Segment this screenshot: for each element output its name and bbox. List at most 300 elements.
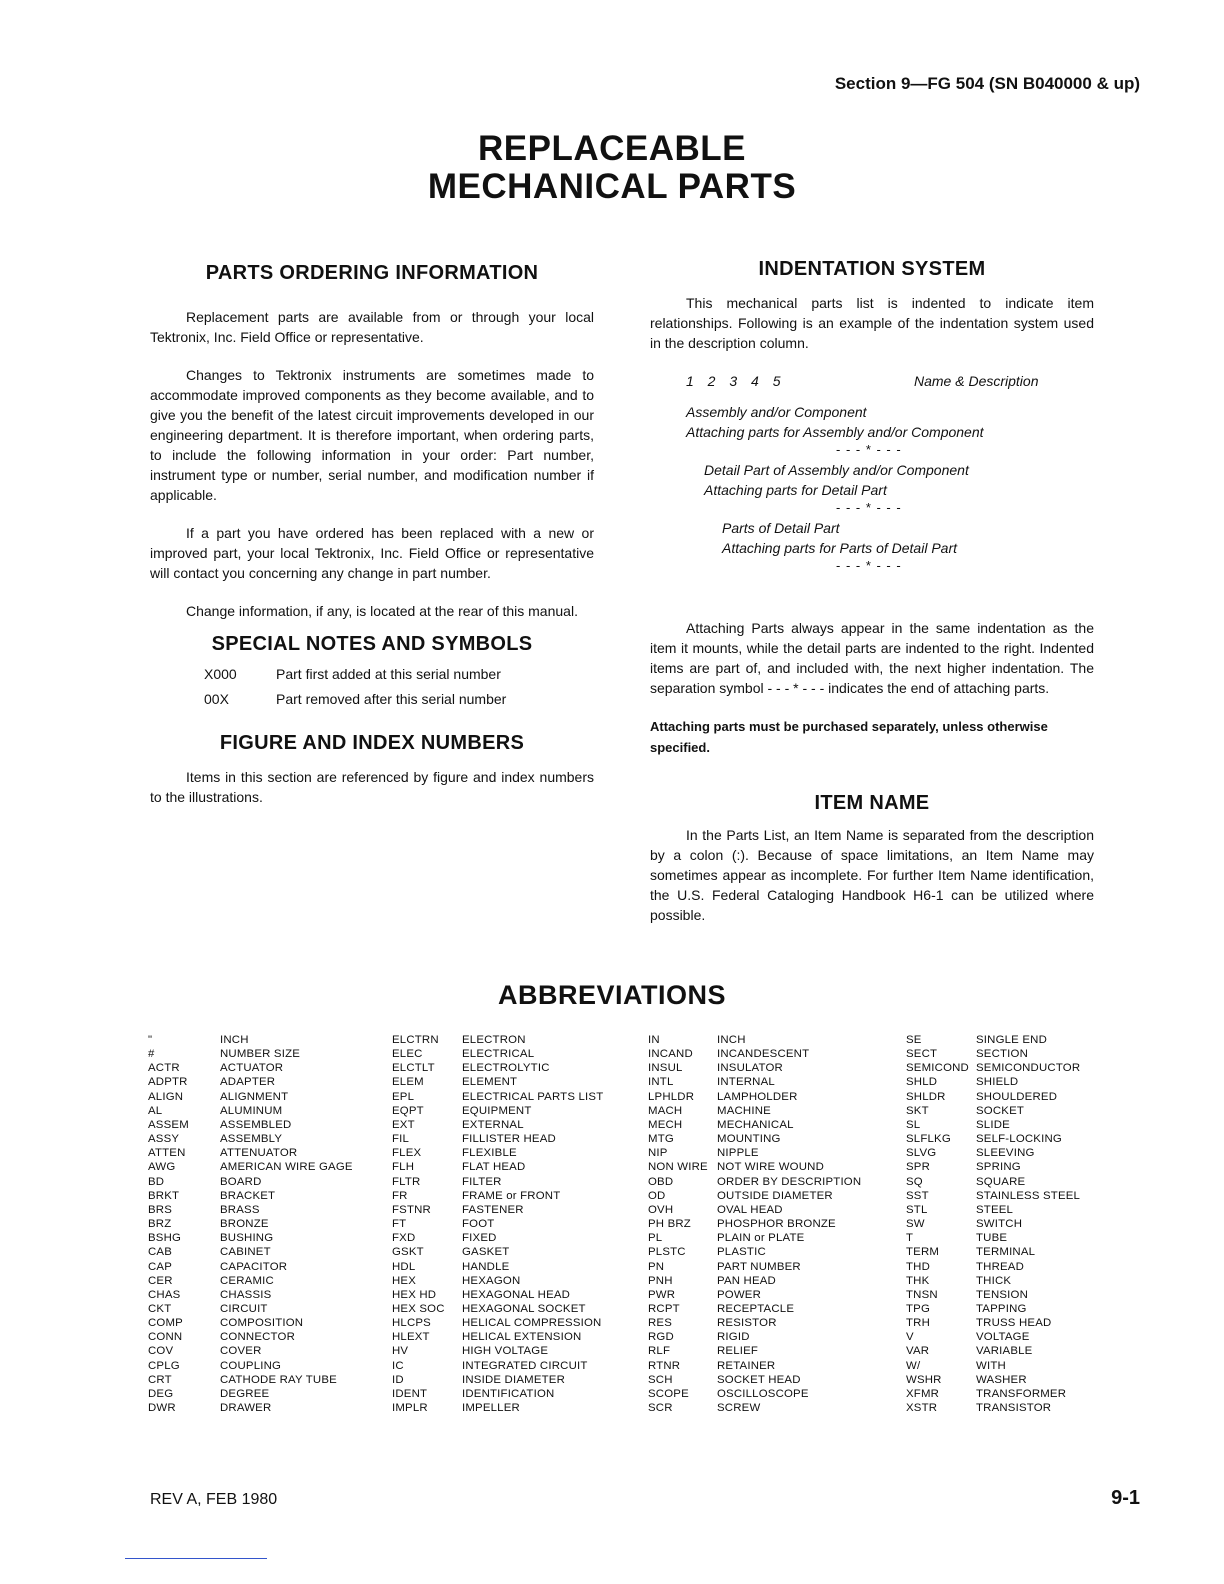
parts-ordering-heading: PARTS ORDERING INFORMATION	[205, 262, 539, 284]
abbreviation-code: SKT	[906, 1104, 929, 1117]
abbreviation-row	[148, 1401, 353, 1415]
abbreviation-row	[648, 1047, 861, 1061]
abbreviation-code: INCAND	[648, 1048, 693, 1061]
abbreviation-meaning: PLAIN or PLATE	[717, 1232, 805, 1245]
abbreviation-meaning: ELEMENT	[462, 1076, 518, 1089]
page-title-line1: REPLACEABLE	[477, 129, 747, 168]
abbr-column-2	[392, 1033, 603, 1415]
abbreviation-row	[648, 1090, 861, 1104]
abbreviation-meaning: RECEPTACLE	[717, 1302, 795, 1315]
abbreviation-code: STL	[906, 1203, 928, 1216]
abbreviation-meaning: FLEXIBLE	[462, 1147, 517, 1160]
abbreviation-row	[648, 1061, 861, 1075]
abbreviation-row	[148, 1047, 353, 1061]
abbreviation-meaning: THREAD	[976, 1260, 1025, 1273]
abbreviation-row	[906, 1189, 1080, 1203]
special-note-code: X000	[204, 666, 237, 682]
special-notes-table	[204, 666, 648, 716]
abbreviation-row	[648, 1401, 861, 1415]
abbreviation-code: SQ	[906, 1175, 923, 1188]
abbreviation-row	[392, 1401, 603, 1415]
abbreviation-meaning: DEGREE	[220, 1387, 270, 1400]
indentation-p2: Attaching Parts always appear in the same indentation as the item it mounts, while the detail parts are indented to the right. Indented items are part of, and included with, the next higher indentation. The separation symbol - - - * - - - indicates the end of attaching parts.	[650, 620, 1094, 696]
abbreviation-code: SST	[906, 1189, 929, 1202]
abbreviation-row	[648, 1118, 861, 1132]
abbreviation-code: PLSTC	[648, 1246, 686, 1259]
abbreviation-meaning: FILTER	[462, 1175, 502, 1188]
abbreviation-code: HEX HD	[392, 1288, 437, 1301]
indent-level1-attaching: Attaching parts for Assembly and/or Component	[686, 424, 984, 440]
abbreviation-code: W/	[906, 1359, 921, 1372]
abbreviation-meaning: CHASSIS	[220, 1288, 272, 1301]
abbreviation-meaning: SOCKET HEAD	[717, 1373, 801, 1386]
abbreviation-meaning: CABINET	[220, 1246, 271, 1259]
abbreviation-meaning: HEXAGONAL SOCKET	[462, 1302, 586, 1315]
abbreviation-row	[392, 1189, 603, 1203]
abbreviation-code: ASSEM	[148, 1118, 189, 1131]
abbreviation-code: HEX SOC	[392, 1302, 445, 1315]
abbreviation-code: DWR	[148, 1402, 176, 1415]
section-header: Section 9—FG 504 (SN B040000 & up)	[834, 74, 1140, 93]
parts-ordering-p1: Replacement parts are available from or through your local Tektronix, Inc. Field Office or representative.	[150, 309, 594, 345]
abbreviation-row	[906, 1175, 1080, 1189]
abbreviation-code: OVH	[648, 1203, 674, 1216]
abbreviation-meaning: ACTUATOR	[220, 1062, 284, 1075]
item-name-p1: In the Parts List, an Item Name is separated from the description by a colon (:). Because of space limitations, an Item Name may sometimes appear as incomplete. For further Item Name identification, the U.S. Federal Cataloging Handbook H6-1 can be utilized where possible.	[650, 827, 1094, 923]
abbreviation-code: ATTEN	[148, 1147, 186, 1160]
abbreviation-code: T	[906, 1232, 914, 1245]
abbreviation-row	[906, 1061, 1080, 1075]
abbreviation-code: HLCPS	[392, 1317, 431, 1330]
abbreviation-code: IMPLR	[392, 1402, 428, 1415]
page-number: 9-1	[1111, 1487, 1140, 1509]
abbreviation-row	[148, 1316, 353, 1330]
abbr-column-1	[148, 1033, 353, 1415]
abbreviation-code: BRZ	[148, 1218, 172, 1231]
abbreviation-meaning: FOOT	[462, 1218, 495, 1231]
abbreviation-code: RCPT	[648, 1302, 680, 1315]
abbreviation-meaning: SWITCH	[976, 1218, 1023, 1231]
abbreviation-meaning: AMERICAN WIRE GAGE	[220, 1161, 353, 1174]
abbreviation-code: SLFLKG	[906, 1133, 951, 1146]
abbreviation-meaning: CAPACITOR	[220, 1260, 288, 1273]
abbreviation-code: IN	[648, 1034, 660, 1046]
figure-index-heading: FIGURE AND INDEX NUMBERS	[219, 732, 525, 754]
abbreviation-meaning: GASKET	[462, 1246, 510, 1259]
abbreviation-code: PWR	[648, 1288, 676, 1301]
abbreviation-row	[148, 1146, 353, 1160]
abbreviation-meaning: TRANSISTOR	[976, 1402, 1052, 1415]
abbreviation-meaning: BUSHING	[220, 1232, 274, 1245]
indent-separator-3: - - - * - - -	[836, 558, 902, 573]
abbreviation-row	[648, 1075, 861, 1089]
indent-level3-parts: Parts of Detail Part	[722, 520, 840, 536]
indentation-name-description: Name & Description	[914, 373, 1039, 389]
page-title-line2: MECHANICAL PARTS	[427, 167, 797, 206]
abbreviation-code: LPHLDR	[648, 1090, 695, 1103]
abbreviation-meaning: COUPLING	[220, 1359, 282, 1372]
abbreviation-meaning: STEEL	[976, 1203, 1014, 1216]
abbreviation-code: CAB	[148, 1246, 173, 1259]
abbreviation-meaning: COMPOSITION	[220, 1317, 304, 1330]
abbreviation-row	[392, 1160, 603, 1174]
abbreviation-code: #	[148, 1048, 155, 1061]
abbreviation-code: FR	[392, 1189, 408, 1202]
abbreviation-code: SECT	[906, 1048, 938, 1061]
abbreviation-row	[648, 1132, 861, 1146]
abbreviation-code: FIL	[392, 1133, 410, 1146]
abbreviation-meaning: IMPELLER	[462, 1402, 520, 1415]
abbreviation-meaning: FRAME or FRONT	[462, 1189, 561, 1202]
abbreviation-code: MACH	[648, 1104, 683, 1117]
abbreviation-row	[148, 1330, 353, 1344]
right-column	[650, 258, 1094, 925]
abbreviation-meaning: CIRCUIT	[220, 1302, 268, 1315]
abbreviation-code: FLEX	[392, 1147, 422, 1160]
parts-ordering-p3: If a part you have ordered has been replaced with a new or improved part, your local Tektronix, Inc. Field Office or representative will contact you concerning any change in part number.	[150, 525, 594, 581]
abbreviation-code: OBD	[648, 1175, 674, 1188]
abbreviation-row	[906, 1047, 1080, 1061]
abbreviation-meaning: HELICAL EXTENSION	[462, 1331, 582, 1344]
abbreviation-meaning: STAINLESS STEEL	[976, 1189, 1081, 1202]
abbreviation-code: "	[148, 1034, 153, 1046]
abbreviation-code: V	[906, 1331, 914, 1344]
abbreviation-meaning: WITH	[976, 1359, 1006, 1372]
abbreviation-row	[648, 1033, 861, 1047]
abbreviation-meaning: TAPPING	[976, 1302, 1027, 1315]
abbreviation-code: SHLDR	[906, 1090, 946, 1103]
abbreviation-code: CHAS	[148, 1288, 181, 1301]
abbreviation-code: IC	[392, 1359, 404, 1372]
abbreviation-meaning: WASHER	[976, 1373, 1027, 1386]
abbreviation-row	[392, 1132, 603, 1146]
abbreviation-meaning: SCREW	[717, 1402, 761, 1415]
abbreviation-meaning: NIPPLE	[717, 1147, 759, 1160]
abbreviation-code: RLF	[648, 1345, 671, 1358]
abbreviation-code: THK	[906, 1274, 930, 1287]
attaching-parts-note: Attaching parts must be purchased separately, unless otherwise specified.	[650, 719, 1048, 755]
abbreviation-row	[392, 1245, 603, 1259]
abbreviation-meaning: TRANSFORMER	[976, 1387, 1067, 1400]
abbreviation-meaning: ATTENUATOR	[220, 1147, 298, 1160]
page-title	[0, 130, 1224, 206]
abbreviation-row	[648, 1231, 861, 1245]
abbreviation-row	[906, 1033, 1080, 1047]
abbreviation-row	[148, 1033, 353, 1047]
abbr-column-4	[906, 1033, 1080, 1415]
abbreviation-row	[906, 1288, 1080, 1302]
indent-level2-attaching: Attaching parts for Detail Part	[704, 482, 887, 498]
abbreviation-meaning: LAMPHOLDER	[717, 1090, 798, 1103]
abbreviation-code: ELCTLT	[392, 1062, 435, 1075]
abbreviation-row	[148, 1217, 353, 1231]
abbreviation-row	[392, 1373, 603, 1387]
abbreviation-row	[648, 1316, 861, 1330]
abbreviation-code: INTL	[648, 1076, 674, 1089]
abbreviation-row	[648, 1189, 861, 1203]
indentation-levels: 1 2 3 4 5	[686, 373, 786, 389]
abbreviation-row	[392, 1288, 603, 1302]
indent-level3-attaching: Attaching parts for Parts of Detail Part	[722, 540, 957, 556]
abbreviation-row	[392, 1061, 603, 1075]
abbreviation-row	[906, 1231, 1080, 1245]
abbreviation-code: RTNR	[648, 1359, 681, 1372]
abbreviation-code: EQPT	[392, 1104, 424, 1117]
abbreviation-code: SCR	[648, 1402, 673, 1415]
abbreviation-row	[648, 1288, 861, 1302]
abbreviation-row	[148, 1118, 353, 1132]
abbreviation-meaning: OUTSIDE DIAMETER	[717, 1189, 833, 1202]
abbreviation-meaning: VOLTAGE	[976, 1331, 1030, 1344]
abbreviation-row	[648, 1146, 861, 1160]
abbreviation-meaning: OSCILLOSCOPE	[717, 1387, 809, 1400]
abbreviation-row	[148, 1061, 353, 1075]
abbreviation-meaning: HANDLE	[462, 1260, 510, 1273]
abbreviation-row	[392, 1104, 603, 1118]
abbreviation-code: BRS	[148, 1203, 173, 1216]
abbreviation-meaning: SELF-LOCKING	[976, 1133, 1062, 1146]
abbreviation-row	[648, 1373, 861, 1387]
abbreviation-code: CRT	[148, 1373, 172, 1386]
parts-ordering-p2: Changes to Tektronix instruments are sometimes made to accommodate improved components as they become available, and to give you the benefit of the latest circuit improvements developed in our engineering department. It is therefore important, when ordering parts, to include the following information in your order: Part number, instrument type or number, serial number, and modification number if applicable.	[150, 367, 594, 503]
abbreviation-meaning: SEMICONDUCTOR	[976, 1062, 1081, 1075]
abbreviation-meaning: EXTERNAL	[462, 1118, 524, 1131]
abbreviation-row	[148, 1189, 353, 1203]
indent-separator-2: - - - * - - -	[836, 500, 902, 515]
abbreviation-code: BRKT	[148, 1189, 180, 1202]
abbreviation-meaning: ELECTROLYTIC	[462, 1062, 550, 1075]
abbreviation-code: FLTR	[392, 1175, 421, 1188]
abbreviation-code: BSHG	[148, 1232, 182, 1245]
abbreviation-code: PH BRZ	[648, 1218, 691, 1231]
abbreviation-row	[148, 1231, 353, 1245]
special-notes-heading: SPECIAL NOTES AND SYMBOLS	[211, 633, 533, 655]
abbreviation-row	[906, 1387, 1080, 1401]
abbreviation-meaning: VARIABLE	[976, 1345, 1033, 1358]
abbreviation-code: GSKT	[392, 1246, 424, 1259]
abbreviation-meaning: TENSION	[976, 1288, 1029, 1301]
abbreviation-row	[906, 1146, 1080, 1160]
abbreviation-code: CONN	[148, 1331, 183, 1344]
abbreviation-row	[392, 1260, 603, 1274]
abbreviation-code: XSTR	[906, 1402, 938, 1415]
abbreviation-meaning: INCH	[220, 1034, 249, 1046]
abbreviation-meaning: OVAL HEAD	[717, 1203, 783, 1216]
abbreviation-row	[148, 1288, 353, 1302]
abbreviation-row	[906, 1274, 1080, 1288]
abbreviation-row	[392, 1203, 603, 1217]
abbreviation-row	[148, 1373, 353, 1387]
abbreviation-meaning: ASSEMBLED	[220, 1118, 292, 1131]
abbreviation-row	[648, 1302, 861, 1316]
abbreviation-row	[392, 1387, 603, 1401]
abbreviation-row	[648, 1274, 861, 1288]
abbreviation-meaning: INSULATOR	[717, 1062, 783, 1075]
abbreviation-code: SW	[906, 1218, 925, 1231]
indentation-levels-row	[686, 371, 1094, 391]
abbreviation-code: AWG	[148, 1161, 176, 1174]
abbreviation-code: XFMR	[906, 1387, 940, 1400]
indent-separator-1: - - - * - - -	[836, 442, 902, 457]
abbreviation-row	[148, 1359, 353, 1373]
abbreviation-row	[648, 1387, 861, 1401]
left-column	[150, 258, 594, 807]
abbreviation-meaning: HEXAGON	[462, 1274, 521, 1287]
abbreviation-meaning: FASTENER	[462, 1203, 524, 1216]
abbreviation-meaning: SOCKET	[976, 1104, 1025, 1117]
abbreviation-code: HDL	[392, 1260, 416, 1273]
indentation-heading: INDENTATION SYSTEM	[758, 258, 986, 280]
abbreviation-meaning: MACHINE	[717, 1104, 771, 1117]
abbreviation-meaning: NUMBER SIZE	[220, 1048, 301, 1061]
special-note-text: Part first added at this serial number	[276, 666, 501, 682]
abbreviation-row	[392, 1274, 603, 1288]
underline-mark	[125, 1558, 267, 1559]
abbreviations-heading: ABBREVIATIONS	[497, 980, 726, 1010]
abbreviation-row	[392, 1033, 603, 1047]
abbreviation-meaning: COVER	[220, 1345, 262, 1358]
abbreviation-row	[148, 1160, 353, 1174]
abbreviation-code: CER	[148, 1274, 173, 1287]
abbreviation-code: EPL	[392, 1090, 415, 1103]
abbreviation-row	[648, 1245, 861, 1259]
abbreviation-code: WSHR	[906, 1373, 942, 1386]
abbreviation-code: HLEXT	[392, 1331, 430, 1344]
abbreviation-meaning: ADAPTER	[220, 1076, 276, 1089]
abbreviation-row	[148, 1090, 353, 1104]
abbreviation-code: ELCTRN	[392, 1034, 439, 1046]
abbreviation-row	[392, 1359, 603, 1373]
abbreviation-row	[906, 1118, 1080, 1132]
abbreviation-row	[648, 1160, 861, 1174]
abbreviation-code: BD	[148, 1175, 165, 1188]
abbreviation-meaning: IDENTIFICATION	[462, 1387, 555, 1400]
abbreviation-code: FSTNR	[392, 1203, 431, 1216]
abbreviation-meaning: ELECTRICAL	[462, 1048, 535, 1061]
abbreviation-row	[906, 1132, 1080, 1146]
abbreviation-row	[906, 1344, 1080, 1358]
abbreviation-meaning: HEXAGONAL HEAD	[462, 1288, 571, 1301]
abbreviation-row	[392, 1118, 603, 1132]
abbreviation-code: HV	[392, 1345, 409, 1358]
abbreviation-meaning: SLEEVING	[976, 1147, 1035, 1160]
abbreviation-meaning: CERAMIC	[220, 1274, 274, 1287]
abbreviation-code: DEG	[148, 1387, 174, 1400]
abbreviation-row	[392, 1047, 603, 1061]
abbreviation-code: HEX	[392, 1274, 417, 1287]
abbreviation-code: SE	[906, 1034, 922, 1046]
abbreviation-meaning: CATHODE RAY TUBE	[220, 1373, 337, 1386]
abbreviation-code: FXD	[392, 1232, 416, 1245]
abbreviation-row	[906, 1302, 1080, 1316]
abbreviation-code: CAP	[148, 1260, 173, 1273]
abbreviation-meaning: BRASS	[220, 1203, 260, 1216]
abbreviation-row	[148, 1387, 353, 1401]
abbreviation-meaning: TRUSS HEAD	[976, 1317, 1052, 1330]
abbreviation-meaning: INTERNAL	[717, 1076, 775, 1089]
abbreviation-row	[906, 1359, 1080, 1373]
abbreviation-code: SHLD	[906, 1076, 938, 1089]
item-name-heading: ITEM NAME	[814, 792, 930, 814]
abbreviation-row	[148, 1245, 353, 1259]
abbreviation-meaning: HELICAL COMPRESSION	[462, 1317, 602, 1330]
abbreviation-row	[148, 1274, 353, 1288]
abbreviation-code: COMP	[148, 1317, 183, 1330]
abbreviation-code: OD	[648, 1189, 666, 1202]
abbreviation-row	[148, 1302, 353, 1316]
abbreviation-meaning: TUBE	[976, 1232, 1008, 1245]
abbreviation-row	[148, 1260, 353, 1274]
abbreviation-row	[906, 1373, 1080, 1387]
abbreviation-meaning: NOT WIRE WOUND	[717, 1161, 824, 1174]
abbreviation-code: FLH	[392, 1161, 415, 1174]
abbreviation-row	[906, 1401, 1080, 1415]
abbreviation-meaning: SECTION	[976, 1048, 1029, 1061]
abbreviation-meaning: PHOSPHOR BRONZE	[717, 1218, 836, 1231]
special-note-row	[204, 666, 648, 691]
indentation-p1: This mechanical parts list is indented to indicate item relationships. Following is an example of the indentation system used in the description column.	[650, 295, 1094, 351]
abbreviation-code: ELEC	[392, 1048, 423, 1061]
abbreviation-row	[148, 1175, 353, 1189]
abbreviation-code: RES	[648, 1317, 673, 1330]
abbreviation-meaning: BRONZE	[220, 1218, 269, 1231]
abbreviation-row	[906, 1075, 1080, 1089]
abbreviation-row	[392, 1316, 603, 1330]
abbreviation-meaning: ELECTRON	[462, 1034, 526, 1046]
abbreviation-row	[392, 1231, 603, 1245]
abbreviation-meaning: MOUNTING	[717, 1133, 781, 1146]
abbreviation-row	[648, 1203, 861, 1217]
abbreviation-code: PNH	[648, 1274, 673, 1287]
abbreviation-code: TNSN	[906, 1288, 938, 1301]
abbreviation-meaning: BOARD	[220, 1175, 262, 1188]
indent-level2-detail: Detail Part of Assembly and/or Component	[704, 462, 969, 478]
abbreviation-code: CPLG	[148, 1359, 180, 1372]
abbreviation-row	[392, 1217, 603, 1231]
abbreviation-meaning: RETAINER	[717, 1359, 776, 1372]
abbreviation-row	[148, 1203, 353, 1217]
abbreviation-meaning: INSIDE DIAMETER	[462, 1373, 565, 1386]
abbreviation-code: ASSY	[148, 1133, 180, 1146]
abbreviation-code: COV	[148, 1345, 174, 1358]
indent-level1-assembly: Assembly and/or Component	[686, 404, 867, 420]
abbreviation-code: NON WIRE	[648, 1161, 708, 1174]
abbreviation-code: ID	[392, 1373, 404, 1386]
parts-ordering-p4: Change information, if any, is located at the rear of this manual.	[186, 603, 578, 619]
revision-date: REV A, FEB 1980	[150, 1491, 278, 1508]
abbreviation-row	[906, 1203, 1080, 1217]
abbreviation-meaning: BRACKET	[220, 1189, 276, 1202]
special-note-code: 00X	[204, 691, 229, 707]
abbreviation-row	[392, 1075, 603, 1089]
abbreviation-row	[648, 1330, 861, 1344]
abbreviation-row	[648, 1344, 861, 1358]
abbreviation-code: FT	[392, 1218, 407, 1231]
abbreviation-meaning: SQUARE	[976, 1175, 1026, 1188]
abbreviation-row	[392, 1146, 603, 1160]
abbreviation-row	[148, 1104, 353, 1118]
indentation-example	[686, 371, 1094, 574]
abbreviation-row	[906, 1330, 1080, 1344]
abbreviation-meaning: SPRING	[976, 1161, 1021, 1174]
abbreviation-code: PL	[648, 1232, 663, 1245]
abbreviation-code: CKT	[148, 1302, 172, 1315]
abbreviation-row	[648, 1359, 861, 1373]
abbreviation-meaning: RESISTOR	[717, 1317, 777, 1330]
abbreviation-row	[392, 1344, 603, 1358]
abbreviation-row	[906, 1245, 1080, 1259]
abbreviation-row	[906, 1217, 1080, 1231]
